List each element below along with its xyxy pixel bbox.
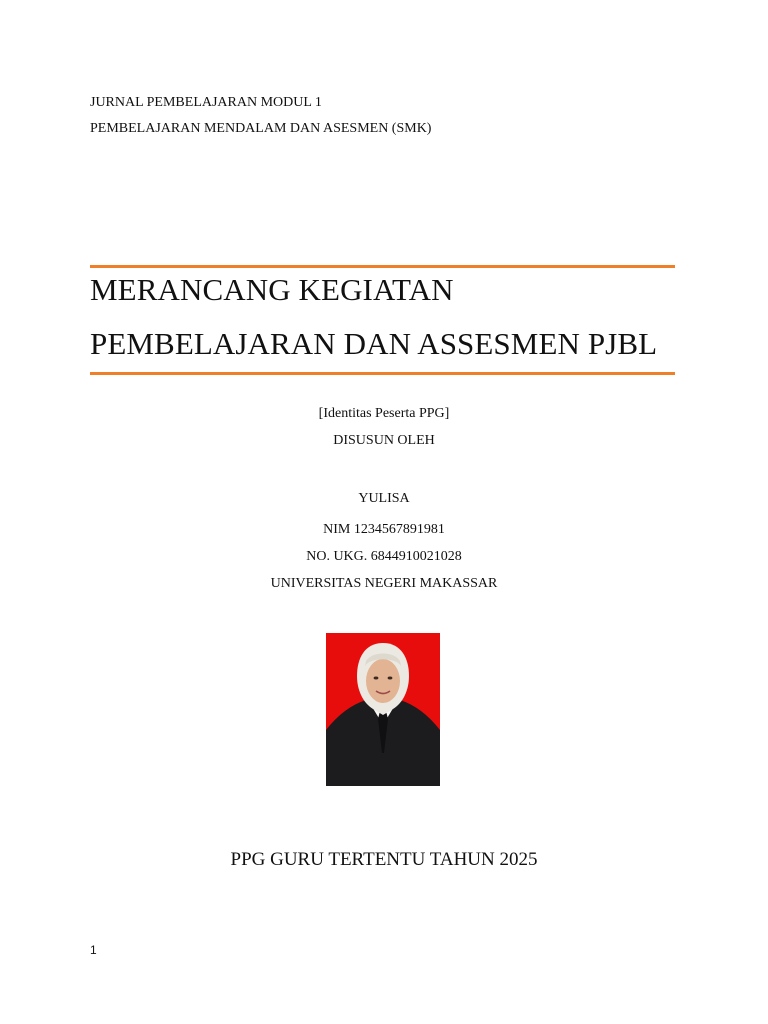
photo-face — [366, 659, 400, 703]
person-portrait-icon — [326, 633, 440, 786]
photo-eye-right — [388, 677, 393, 680]
author-name: YULISA — [358, 491, 410, 506]
author-ukg-number: NO. UKG. 6844910021028 — [306, 549, 462, 564]
title-bottom-rule — [90, 372, 675, 375]
page-number: 1 — [90, 943, 97, 957]
title-top-rule — [90, 265, 675, 268]
title-line-2: PEMBELAJARAN DAN ASSESMEN PJBL — [90, 326, 658, 361]
identity-heading: [Identitas Peserta PPG] — [318, 406, 450, 421]
author-nim: NIM 1234567891981 — [323, 522, 445, 537]
header-line-1: JURNAL PEMBELAJARAN MODUL 1 — [90, 95, 322, 110]
compiled-by-label: DISUSUN OLEH — [333, 433, 435, 448]
title-line-1: MERANCANG KEGIATAN — [90, 272, 454, 307]
author-university: UNIVERSITAS NEGERI MAKASSAR — [270, 576, 498, 591]
program-title: PPG GURU TERTENTU TAHUN 2025 — [230, 849, 538, 870]
photo-eye-left — [374, 677, 379, 680]
header-line-2: PEMBELAJARAN MENDALAM DAN ASESMEN (SMK) — [90, 121, 432, 136]
